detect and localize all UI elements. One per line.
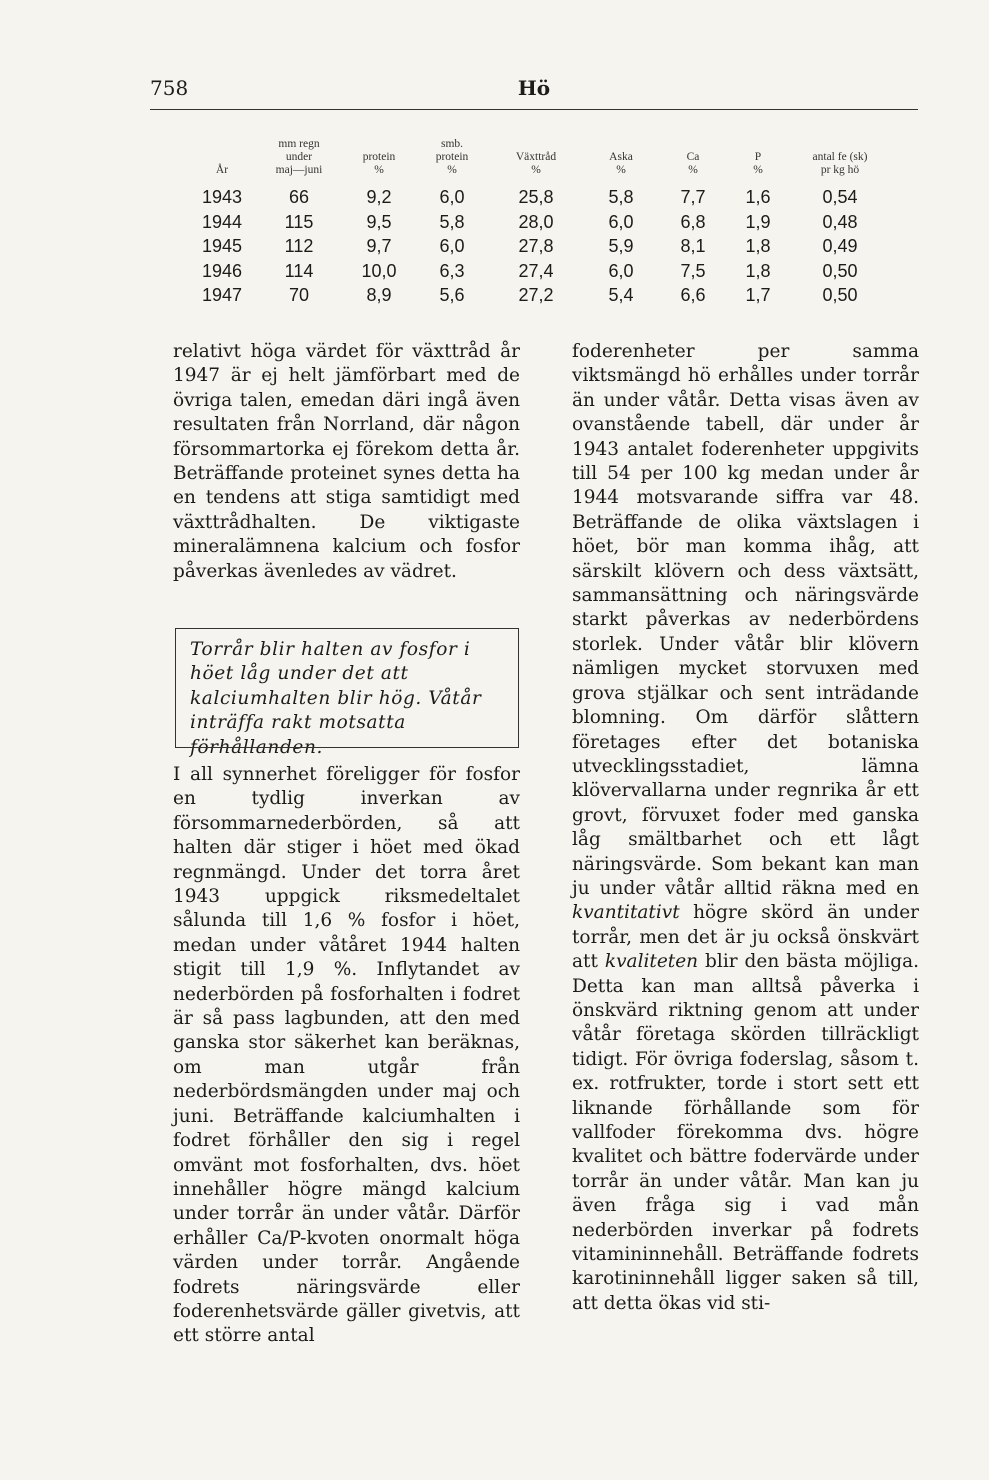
table-cell: 5,4	[608, 285, 634, 305]
table-cell: 6,0	[608, 211, 634, 232]
table-cell: 27,4	[518, 260, 554, 281]
left-column-intro	[173, 340, 520, 584]
table-cell: 5,9	[608, 236, 634, 256]
page-number: 758	[150, 76, 189, 100]
emphasis: kvantitativt	[572, 902, 680, 924]
callout-box	[175, 628, 519, 758]
table-cell: 5,8	[608, 187, 634, 207]
table-cell: 27,8	[518, 236, 554, 256]
table-cell: 6,3	[439, 260, 465, 281]
table-cell: 9,2	[366, 187, 392, 207]
table-cell: 115	[284, 211, 314, 232]
table-row	[190, 234, 890, 259]
table-row	[190, 185, 890, 210]
running-head: Hö	[517, 76, 551, 100]
table-cell: 1,9	[745, 211, 771, 232]
table-cell: 25,8	[518, 187, 554, 207]
table-header-row	[190, 138, 890, 185]
callout-text: Torrår blir halten av fosfor i höet låg under det att kalciumhalten blir hög. Våtår inträffa rakt motsatta förhållanden.	[190, 639, 482, 758]
table-cell: 1945	[201, 236, 243, 256]
table-cell: 27,2	[518, 285, 554, 305]
table-cell: 5,6	[439, 285, 465, 305]
header-protein: protein %	[362, 151, 396, 176]
paragraph: relativt höga värdet för växttråd år 1947 är ej helt jämförbart med de övriga talen, emedan däri ingå även resultaten från Norrland, där någon försommartorka ej förekom detta år. Beträffande proteinet synes detta ha en tendens att stiga samtidigt med växttrådhalten. De viktigaste mineralämnena kalcium och fosfor påverkas ävenledes av vädret.	[173, 341, 520, 582]
header-calcium: Ca %	[686, 151, 700, 176]
text-run: högre skörd än under torrår, men det är ju också önskvärt att	[572, 902, 919, 973]
header-ash: Aska %	[609, 151, 633, 176]
left-column-body	[173, 763, 520, 1349]
table-cell: 8,9	[366, 285, 392, 305]
table-cell: 0,54	[822, 187, 858, 207]
table-cell: 1,7	[745, 285, 771, 305]
table-row	[190, 283, 890, 308]
table-row	[190, 259, 890, 284]
table-cell: 9,7	[366, 236, 392, 256]
table-cell: 1,8	[745, 236, 771, 256]
header-digestible-protein: smb. protein %	[435, 138, 469, 176]
table-cell: 0,49	[822, 236, 858, 256]
table-cell: 6,6	[680, 285, 706, 305]
table-cell: 8,1	[680, 236, 706, 256]
table-cell: 28,0	[518, 211, 554, 232]
table-cell: 6,0	[608, 260, 634, 281]
table-cell: 6,0	[439, 187, 465, 207]
table-cell: 0,50	[822, 260, 858, 281]
table-cell: 112	[284, 236, 314, 256]
paragraph: I all synnerhet föreligger för fosfor en tydlig inverkan av försommarnederbörden, så att halten där stiger i höet med ökad regnmängd. Under det torra året 1943 uppgick riksmedeltalet sålunda till 1,6 % fosfor i höet, medan under våtåret 1944 halten stigit till 1,9 %. Inflytandet av nederbörden på fosforhalten i fodret är så pass lagbunden, att den med ganska stor säkerhet kan beräknas, om man utgår från nederbördsmängden under maj och juni. Beträffande kalciumhalten i fodret förhåller den sig i regel omvänt mot fosforhalten, dvs. höet innehåller högre mängd kalcium under torrår än under våtår. Därför erhåller Ca/P-kvoten onormalt höga värden under torrår. Angående fodrets näringsvärde eller foderenhetsvärde gäller givetvis, att ett större antal	[173, 764, 520, 1347]
header-fiber: Växttråd %	[515, 151, 557, 176]
table-cell: 9,5	[366, 211, 392, 232]
table-cell: 1,6	[745, 187, 771, 207]
paragraph	[572, 340, 919, 1316]
table-cell: 66	[288, 187, 310, 207]
page-header	[150, 72, 918, 104]
header-rain: mm regn under maj—juni	[275, 138, 323, 176]
text-run: foderenheter per samma viktsmängd hö erhålles under torrår än under våtår. Detta visas även av ovanstående tabell, där under år 1943 antalet foderenheter uppgivits till 54 per 100 kg medan under år 1944 motsvarande siffra var 48. Beträffande de olika växtslagen i höet, bör man komma ihåg, att särskilt klövern och dess växtsätt, sammansättning och näringsvärde starkt påverkas av nederbördens storlek. Under våtår blir klövern nämligen mycket storvuxen med grova stjälkar och sent inträdande blomning. Om därför slåttern företages efter det botaniska utvecklingsstadiet, lämna klövervallarna under regnrika år ett grovt, förvuxet foder med ganska låg smältbarhet och ett lågt näringsvärde. Som bekant kan man ju under våtår alltid räkna med en	[572, 341, 919, 899]
table-cell: 1946	[201, 260, 243, 281]
header-feed-units: antal fe (sk) pr kg hö	[812, 151, 868, 176]
table-cell: 6,8	[680, 211, 706, 232]
text-run: blir den bästa möjliga. Detta kan man alltså påverka i önskvärd riktning genom att under våtår företaga skörden tillräckligt tidigt. För övriga foderslag, såsom t. ex. rotfrukter, torde i stort sett ett liknande förhållande som för vallfoder förekomma dvs. högre kvalitet och bättre fodervärde under torrår än under våtår. Man kan ju även fråga sig i vad mån nederbörden inverkar på fodrets vitamininnehåll. Beträffande fodrets karotininnehåll ligger saken så till, att detta ökas vid sti-	[572, 951, 919, 1314]
right-column	[572, 340, 919, 1316]
table-cell: 70	[288, 285, 310, 305]
table-cell: 1943	[201, 187, 243, 207]
table-cell: 1944	[201, 211, 243, 232]
emphasis: kvaliteten	[604, 951, 699, 973]
header-phosphorus: P %	[753, 151, 763, 176]
table-cell: 1947	[201, 285, 243, 305]
table-cell: 7,5	[680, 260, 706, 281]
table-cell: 7,7	[680, 187, 706, 207]
header-rule	[150, 109, 918, 110]
table-row	[190, 210, 890, 235]
table-cell: 0,48	[822, 211, 858, 232]
table-cell: 6,0	[439, 236, 465, 256]
data-table	[190, 138, 890, 308]
table-cell: 10,0	[361, 260, 397, 281]
table-cell: 114	[284, 260, 314, 281]
table-cell: 5,8	[439, 211, 465, 232]
table-cell: 1,8	[745, 260, 771, 281]
table-cell: 0,50	[822, 285, 858, 305]
header-year: År	[215, 164, 229, 176]
